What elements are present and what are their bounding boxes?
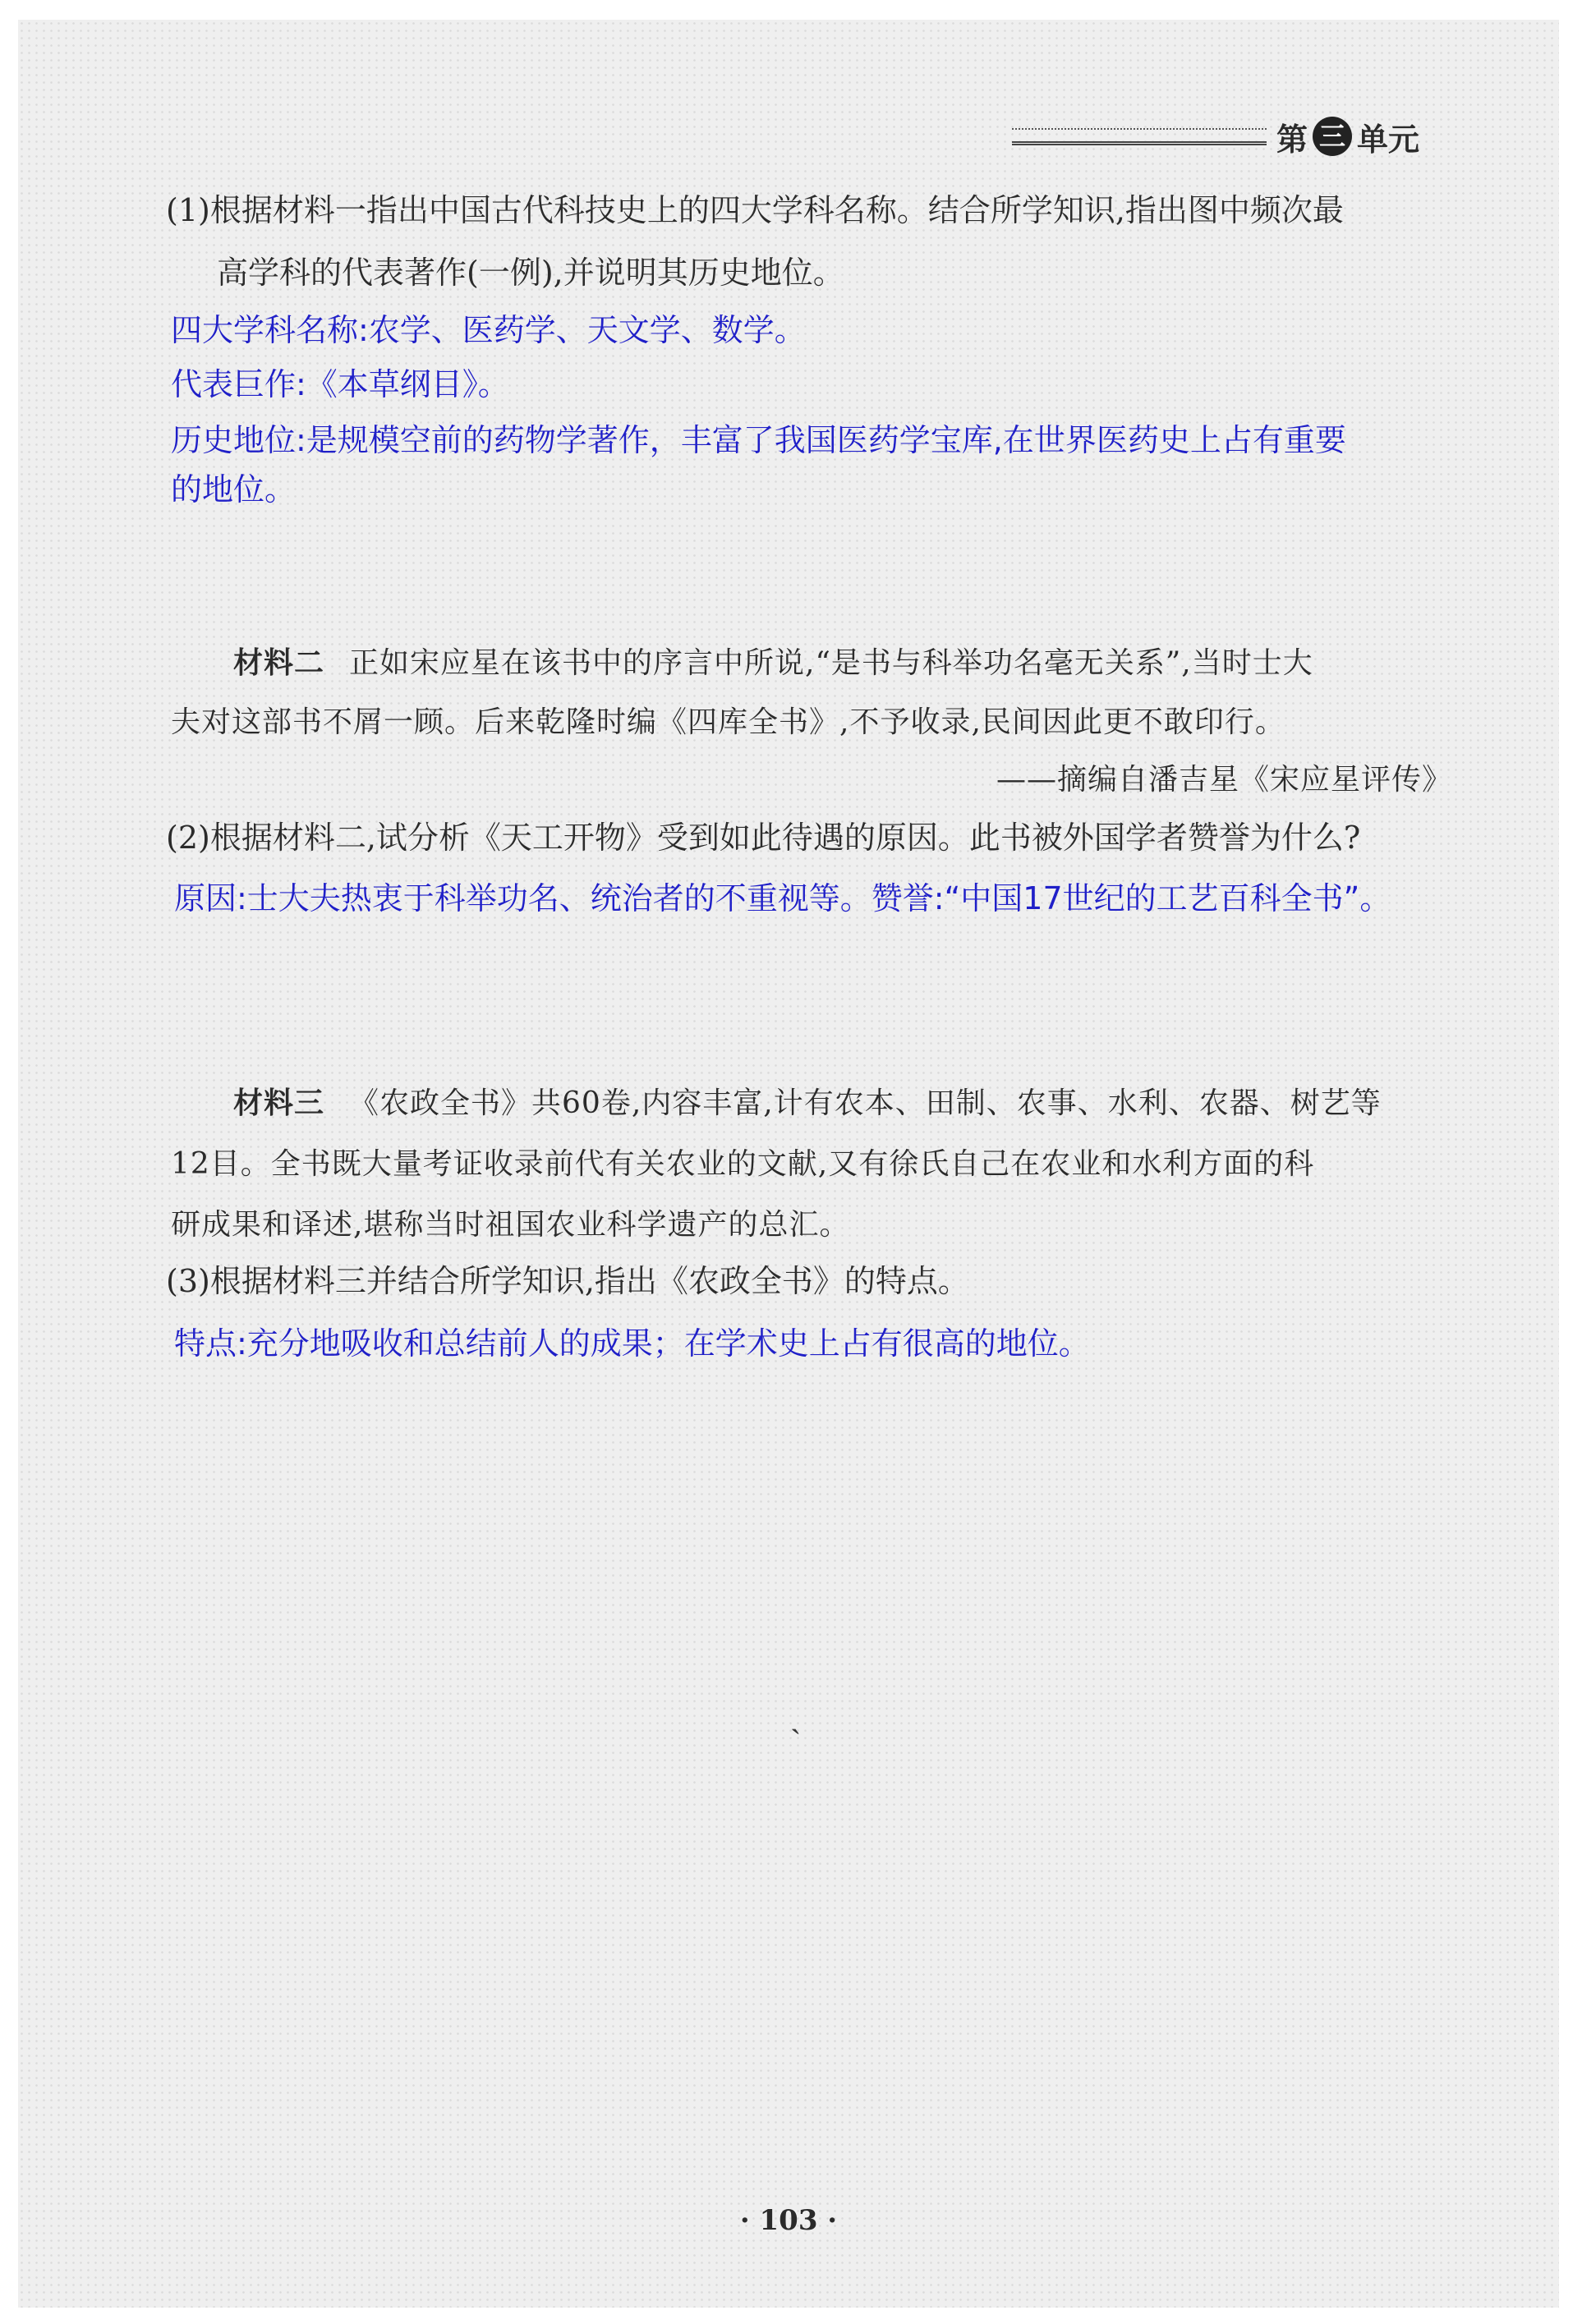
answer-3: 特点:充分地吸收和总结前人的成果；在学术史上占有很高的地位。 xyxy=(174,1325,1090,1362)
answer-1-subjects: 四大学科名称:农学、医药学、天文学、数学。 xyxy=(171,312,806,348)
question-2: (2)根据材料二,试分析《天工开物》受到如此待遇的原因。此书被外国学者赞誉为什么? xyxy=(166,820,1361,856)
material-2-line-1 xyxy=(233,644,1313,683)
answer-2: 原因:士大夫热衷于科举功名、统治者的不重视等。赞誉:“中国17世纪的工艺百科全书”。 xyxy=(174,880,1391,916)
material-3-text-1: 《农政全书》共60卷,内容丰富,计有农本、田制、农事、水利、农器、树艺等 xyxy=(349,1086,1382,1120)
answer-1-work: 代表巨作:《本草纲目》。 xyxy=(171,366,509,402)
material-3-line-3: 研成果和译述,堪称当时祖国农业科学遗产的总汇。 xyxy=(171,1208,850,1242)
material-2-text-1: 正如宋应星在该书中的序言中所说,“是书与科举功名毫无关系”,当时士大 xyxy=(349,646,1313,680)
header-decorative-rule xyxy=(1012,128,1267,145)
material-2-label: 材料二 xyxy=(233,646,325,680)
answer-1-status-line-2: 的地位。 xyxy=(171,471,297,508)
answer-1-status-line-1: 历史地位:是规模空前的药物学著作，丰富了我国医药学宝库,在世界医药史上占有重要 xyxy=(171,422,1346,458)
unit-suffix: 单元 xyxy=(1356,121,1419,158)
page-number: · 103 · xyxy=(739,2204,838,2237)
unit-header xyxy=(1012,112,1419,161)
material-3-label: 材料三 xyxy=(233,1086,325,1120)
material-2-source: ——摘编自潘吉星《宋应星评传》 xyxy=(996,763,1452,797)
unit-title xyxy=(1276,114,1419,159)
material-2-line-2: 夫对这部书不屑一顾。后来乾隆时编《四库全书》,不予收录,民间因此更不敢印行。 xyxy=(171,705,1285,739)
workbook-page xyxy=(18,20,1559,2308)
stray-pen-mark: ˏ xyxy=(790,1697,802,1735)
unit-number-badge: 三 xyxy=(1313,117,1352,156)
material-3-line-1 xyxy=(233,1084,1382,1123)
question-1-line-2: 高学科的代表著作(一例),并说明其历史地位。 xyxy=(217,255,844,291)
question-3: (3)根据材料三并结合所学知识,指出《农政全书》的特点。 xyxy=(166,1263,969,1299)
material-3-line-2: 12目。全书既大量考证收录前代有关农业的文献,又有徐氏自己在农业和水利方面的科 xyxy=(171,1147,1315,1181)
question-1-line-1: (1)根据材料一指出中国古代科技史上的四大学科名称。结合所学知识,指出图中频次最 xyxy=(166,192,1344,228)
unit-prefix: 第 xyxy=(1276,121,1308,158)
